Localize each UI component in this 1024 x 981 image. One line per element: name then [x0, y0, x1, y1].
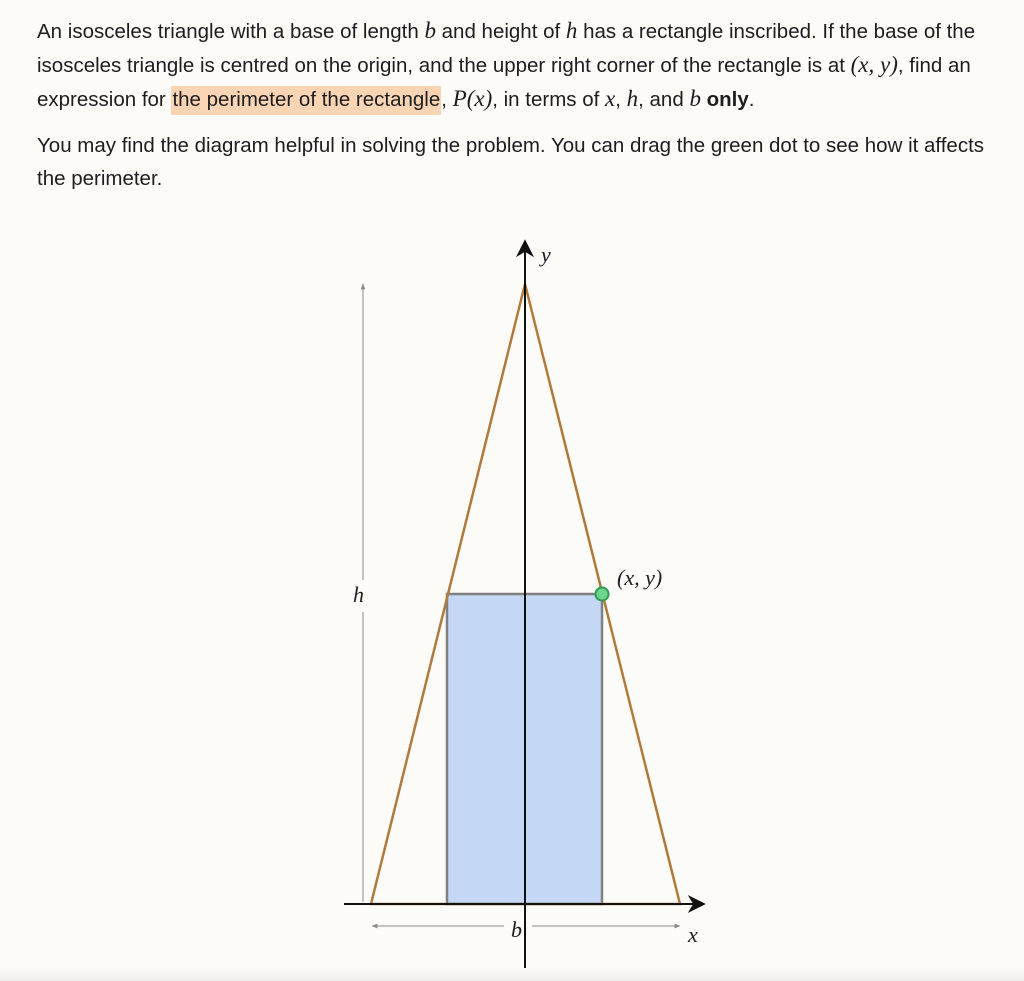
math-h: h: [626, 86, 639, 111]
math-perimeter-function: P(x): [452, 86, 493, 111]
bottom-shadow: [0, 968, 1024, 981]
math-b: b: [689, 86, 701, 111]
text-run: , and: [638, 88, 690, 111]
draggable-point-handle[interactable]: [596, 588, 609, 601]
x-axis-label: x: [688, 922, 698, 947]
text-run: An isosceles triangle with a base of length: [37, 20, 425, 43]
math-b: b: [424, 18, 436, 43]
text-run: , find an expression for: [37, 54, 971, 111]
math-point-xy: (x, y): [850, 52, 898, 77]
height-label: h: [353, 582, 364, 607]
text-run: ,: [615, 88, 627, 111]
problem-paragraph-2: You may find the diagram helpful in solving the problem. You can drag the green dot to see how it affects the perimeter.: [37, 134, 985, 190]
y-axis-label: y: [541, 242, 551, 267]
emphasis-only: only: [706, 88, 749, 111]
text-run: , in terms of: [492, 88, 606, 111]
text-run: .: [748, 88, 755, 111]
highlighted-phrase: the perimeter of the rectangle: [171, 86, 441, 115]
math-x: x: [605, 86, 616, 111]
point-label: (x, y): [617, 565, 663, 590]
text-run: ,: [441, 88, 453, 111]
text-run: has a rectangle inscribed. If the base of the isosceles triangle is centred on the origin, and the upper right corner of the rectangle is at: [37, 20, 976, 77]
base-label: b: [511, 917, 522, 942]
math-h: h: [565, 18, 578, 43]
text-run: and height of: [435, 20, 566, 43]
